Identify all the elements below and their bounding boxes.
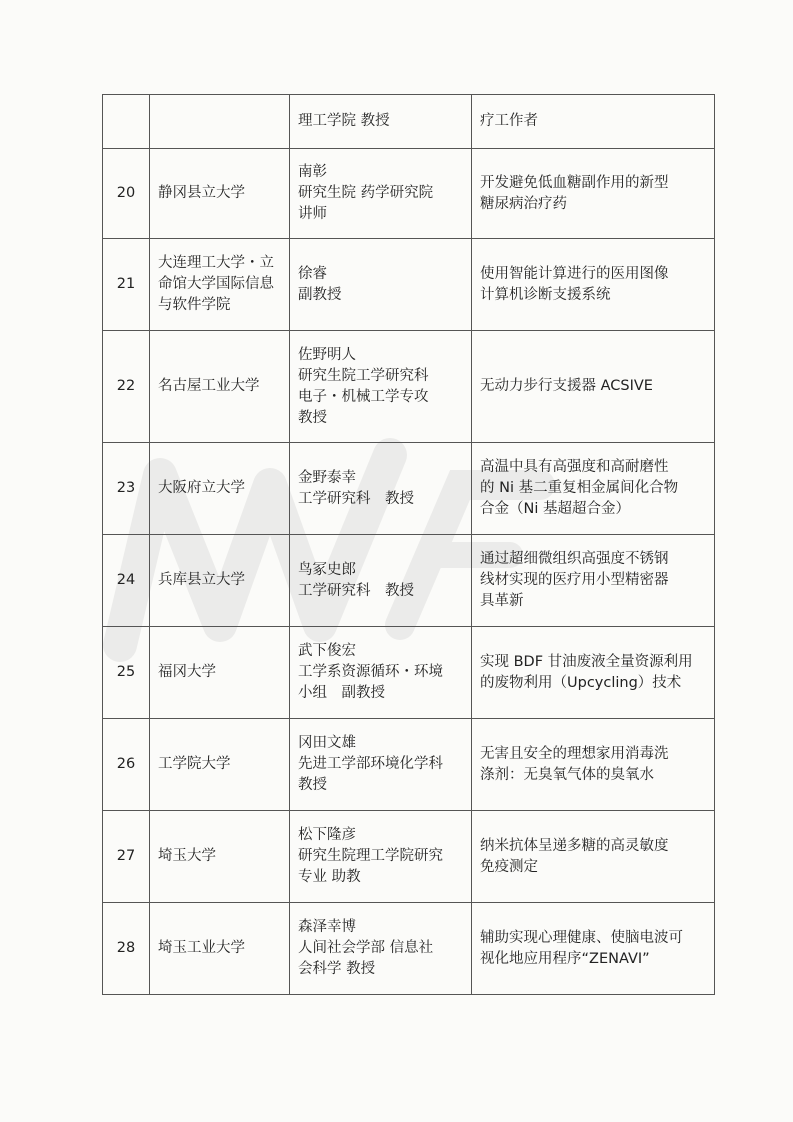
university-cell-line: 命馆大学国际信息 — [158, 276, 274, 292]
row-number — [103, 95, 150, 149]
university-cell — [150, 903, 290, 995]
project-cell — [472, 149, 715, 239]
person-cell-line: 工学研究科 教授 — [298, 582, 414, 599]
university-cell-line: 埼玉工业大学 — [158, 940, 245, 956]
project-cell — [472, 903, 715, 995]
person-cell-line: 佐野明人 — [298, 346, 356, 363]
row-number: 24 — [103, 535, 150, 627]
university-cell-line: 埼玉大学 — [158, 848, 216, 864]
row-number: 27 — [103, 811, 150, 903]
person-cell-line: 先进工学部环境化学科 — [298, 756, 443, 772]
university-cell-line: 大连理工大学・立 — [158, 255, 274, 271]
row-number: 25 — [103, 627, 150, 719]
project-cell — [472, 627, 715, 719]
table-row — [103, 239, 715, 331]
project-cell-line: 线材实现的医疗用小型精密器 — [480, 572, 669, 588]
person-cell-line: 武下俊宏 — [298, 643, 356, 659]
person-cell — [290, 719, 472, 811]
university-cell-line: 福冈大学 — [158, 664, 216, 680]
person-cell — [290, 95, 472, 149]
person-cell — [290, 811, 472, 903]
project-cell-line: 通过超细微组织高强度不锈钢 — [480, 551, 669, 567]
person-cell — [290, 443, 472, 535]
project-cell — [472, 95, 715, 149]
project-cell-line: 高温中具有高强度和高耐磨性 — [480, 459, 669, 475]
project-cell — [472, 535, 715, 627]
university-cell-line: 大阪府立大学 — [158, 480, 245, 496]
person-cell-line: 理工学院 教授 — [298, 113, 390, 129]
row-number: 23 — [103, 443, 150, 535]
university-cell — [150, 627, 290, 719]
table-row — [103, 903, 715, 995]
person-cell — [290, 627, 472, 719]
project-cell-line: 开发避免低血糖副作用的新型 — [480, 174, 669, 191]
project-cell — [472, 811, 715, 903]
person-cell-line: 会科学 教授 — [298, 961, 376, 977]
table-row — [103, 811, 715, 903]
person-cell-line: 工学研究科 教授 — [298, 490, 414, 507]
project-cell-line: 使用智能计算进行的医用图像 — [480, 265, 669, 282]
project-cell-line: 视化地应用程序“ZENAVI” — [480, 950, 650, 967]
table-row — [103, 627, 715, 719]
person-cell-line: 冈田文雄 — [298, 735, 356, 751]
university-cell-line: 静冈县立大学 — [158, 185, 245, 201]
person-cell-line: 森泽幸博 — [298, 919, 356, 935]
university-cell-line: 兵库县立大学 — [158, 572, 245, 588]
university-cell — [150, 239, 290, 331]
university-cell-line: 与软件学院 — [158, 297, 231, 313]
project-cell-line: 纳米抗体呈递多糖的高灵敏度 — [480, 837, 669, 854]
project-cell-line: 涤剂：无臭氧气体的臭氧水 — [480, 766, 654, 783]
person-cell-line: 讲师 — [298, 206, 327, 222]
row-number: 21 — [103, 239, 150, 331]
table-row — [103, 95, 715, 149]
person-cell-line: 研究生院理工学院研究 — [298, 848, 443, 864]
university-cell — [150, 149, 290, 239]
person-cell-line: 人间社会学部 信息社 — [298, 940, 434, 956]
project-cell-line: 辅助实现心理健康、使脑电波可 — [480, 929, 683, 946]
project-cell — [472, 331, 715, 443]
university-cell-line: 名古屋工业大学 — [158, 378, 260, 394]
project-cell-line: 计算机诊断支援系统 — [480, 286, 611, 303]
person-cell-line: 松下隆彦 — [298, 827, 356, 843]
person-cell — [290, 149, 472, 239]
project-cell-line: 实现 BDF 甘油废液全量资源利用 — [480, 653, 693, 670]
project-cell-line: 无害且安全的理想家用消毒洗 — [480, 745, 669, 762]
university-cell-line: 工学院大学 — [158, 756, 231, 772]
project-cell — [472, 443, 715, 535]
person-cell-line: 徐睿 — [298, 265, 327, 282]
row-number: 22 — [103, 331, 150, 443]
table-row — [103, 149, 715, 239]
project-cell — [472, 719, 715, 811]
project-cell — [472, 239, 715, 331]
project-cell-line: 具革新 — [480, 593, 524, 609]
person-cell — [290, 535, 472, 627]
person-cell — [290, 239, 472, 331]
person-cell-line: 副教授 — [298, 286, 342, 303]
table-row — [103, 719, 715, 811]
project-cell-line: 免疫测定 — [480, 858, 538, 875]
university-cell — [150, 811, 290, 903]
person-cell-line: 小组 副教授 — [298, 685, 385, 701]
table-row — [103, 535, 715, 627]
university-cell — [150, 719, 290, 811]
person-cell — [290, 331, 472, 443]
project-cell-line: 疗工作者 — [480, 113, 538, 129]
person-cell-line: 电子・机械工学专攻 — [298, 388, 429, 405]
project-cell-line: 的 Ni 基二重复相金属间化合物 — [480, 480, 679, 496]
university-cell — [150, 95, 290, 149]
person-cell-line: 教授 — [298, 409, 327, 426]
person-cell-line: 专业 助教 — [298, 869, 361, 885]
person-cell-line: 鸟冢史郎 — [298, 561, 356, 578]
person-cell-line: 金野泰幸 — [298, 469, 356, 486]
university-cell — [150, 331, 290, 443]
university-cell — [150, 535, 290, 627]
person-cell-line: 工学系资源循环・环境 — [298, 664, 443, 680]
row-number: 20 — [103, 149, 150, 239]
person-cell-line: 研究生院工学研究科 — [298, 367, 429, 384]
project-cell-line: 的废物利用（Upcycling）技术 — [480, 674, 682, 691]
table-row — [103, 443, 715, 535]
project-cell-line: 无动力步行支援器 ACSIVE — [480, 378, 653, 394]
row-number: 28 — [103, 903, 150, 995]
project-cell-line: 糖尿病治疗药 — [480, 195, 567, 212]
person-cell-line: 研究生院 药学研究院 — [298, 185, 434, 201]
table-row — [103, 331, 715, 443]
person-cell — [290, 903, 472, 995]
university-cell — [150, 443, 290, 535]
person-cell-line: 教授 — [298, 777, 327, 793]
row-number: 26 — [103, 719, 150, 811]
award-table — [102, 94, 715, 995]
person-cell-line: 南彰 — [298, 164, 327, 180]
project-cell-line: 合金（Ni 基超超合金） — [480, 501, 630, 517]
